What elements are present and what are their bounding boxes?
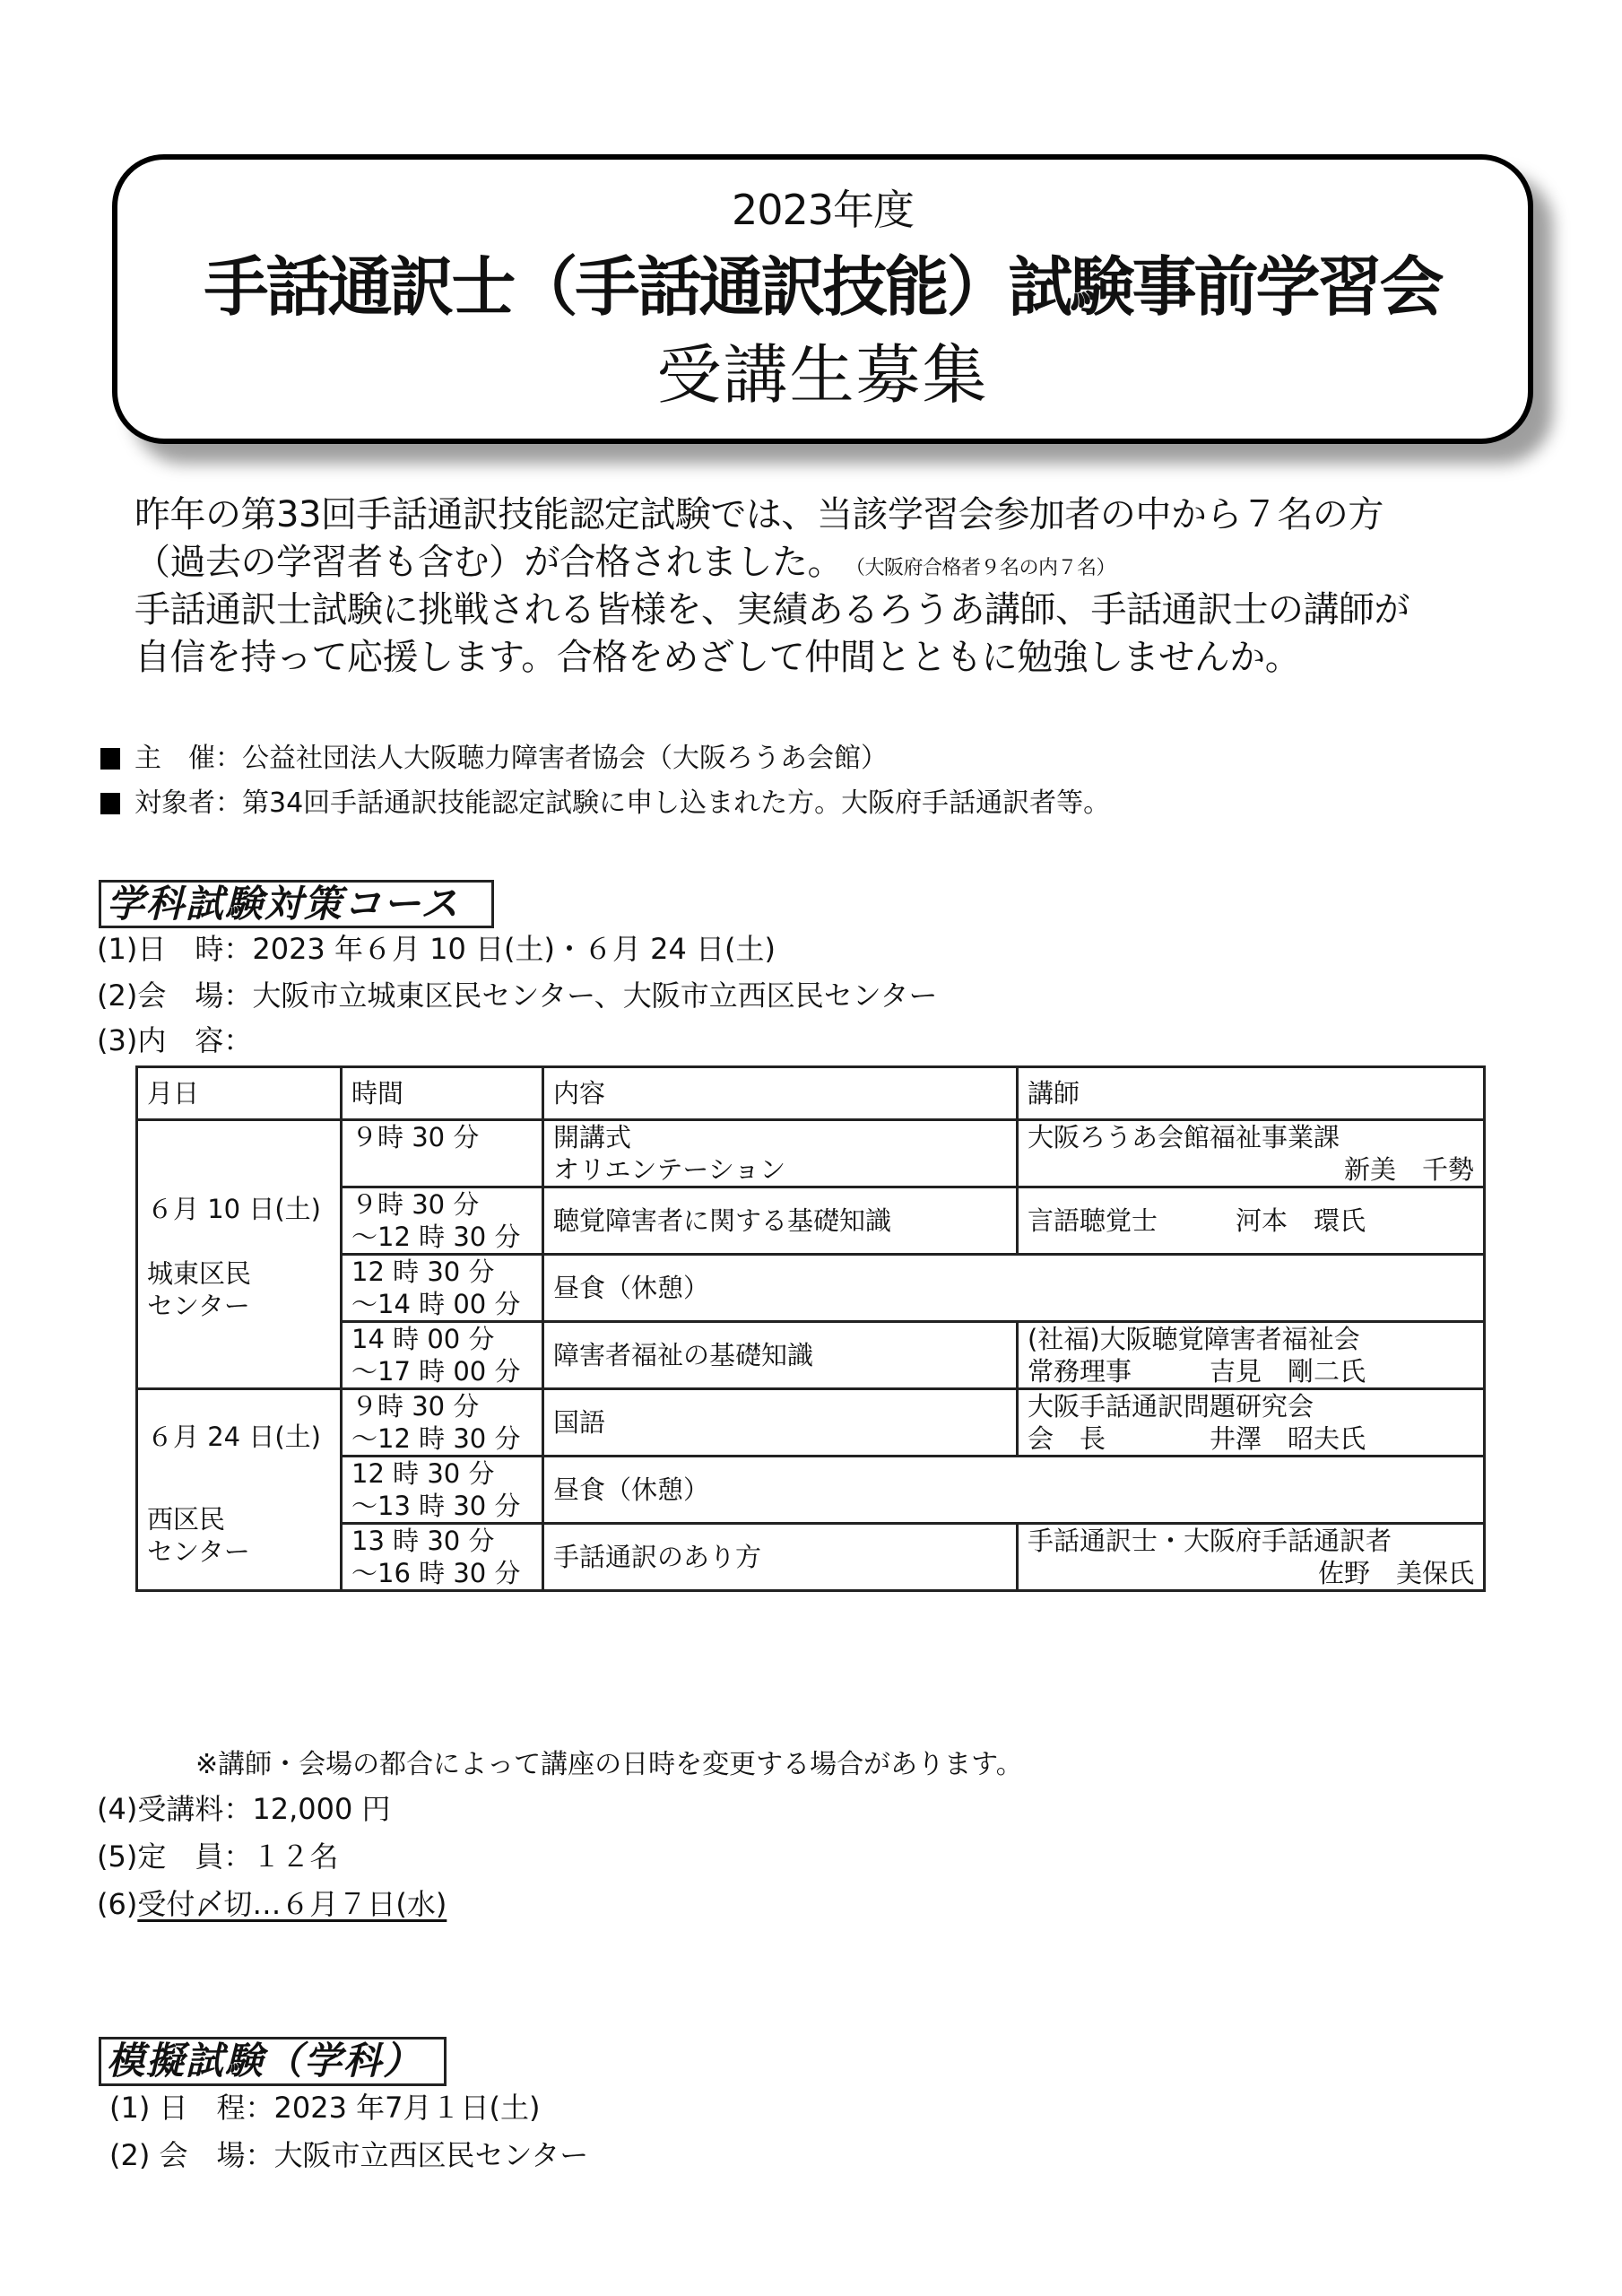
day2-date: ６月 24 日(土) (147, 1422, 321, 1452)
time-cell (342, 1187, 543, 1255)
page-subtitle: 受講生募集 (656, 337, 989, 413)
time-end: ～17 時 00 分 (351, 1356, 521, 1387)
intro-line-4: 自信を持って応援します。合格をめざして仲間とともに勉強しませんか。 (134, 637, 1301, 678)
day2-venue-1: 西区民 (147, 1504, 226, 1535)
mock-date-value: 2023 年7月１日(土) (273, 2091, 541, 2125)
content-line-1: 開講式 (553, 1122, 632, 1152)
time-cell (342, 1524, 543, 1591)
intro-line-3: 手話通訳士試験に挑戦される皆様を、実績あるろうあ講師、手話通訳士の講師が (134, 589, 1409, 631)
lecturer-cell (1018, 1389, 1485, 1457)
fee-value: 12,000 円 (252, 1792, 391, 1826)
time-start: ９時 30 分 (351, 1189, 480, 1220)
lecturer-org: 手話通訳士・大阪府手話通訳者 (1028, 1526, 1392, 1556)
mock-date-label: (1) 日 程： (109, 2091, 274, 2125)
table-row (137, 1389, 1485, 1457)
course-date-row (97, 931, 776, 967)
schedule-table (135, 1065, 1486, 1592)
day2-venue-2: センター (147, 1536, 250, 1567)
header-time: 時間 (342, 1067, 543, 1120)
time-start: 13 時 30 分 (351, 1526, 495, 1556)
intro-paragraph (134, 491, 1533, 682)
title-year: 2023年度 (731, 186, 915, 234)
lecturer-cell: 言語聴覚士 河本 環氏 (1018, 1187, 1485, 1255)
target-label: 対象者： (134, 787, 242, 819)
course-date-label: (1)日 時： (97, 932, 253, 966)
title-box (112, 154, 1533, 444)
mock-venue-row (109, 2137, 588, 2173)
lecturer-name: 新美 千勢 (1343, 1154, 1474, 1185)
lecturer-org: (社福)大阪聴覚障害者福祉会 (1028, 1324, 1360, 1354)
square-bullet-icon (100, 748, 120, 770)
time-cell (342, 1255, 543, 1322)
time-cell (342, 1457, 543, 1524)
lecturer-org: 大阪ろうあ会館福祉事業課 (1028, 1122, 1340, 1152)
time-start: 14 時 00 分 (351, 1324, 495, 1354)
table-row (137, 1120, 1485, 1187)
table-header-row (137, 1067, 1485, 1120)
lecturer-name: 佐野 美保氏 (1317, 1558, 1474, 1588)
content-cell: 手話通訳のあり方 (543, 1524, 1018, 1591)
day1-date: ６月 10 日(土) (147, 1194, 321, 1224)
time-start: 12 時 30 分 (351, 1458, 495, 1489)
course-venue-label: (2)会 場： (97, 978, 253, 1013)
mock-venue-value: 大阪市立西区民センター (273, 2138, 589, 2172)
time-start: 12 時 30 分 (351, 1257, 495, 1287)
intro-line-2-note: （大阪府合格者９名の内７名） (855, 557, 1116, 579)
organizer-label: 主 催： (134, 743, 242, 774)
mock-date-row (109, 2090, 540, 2126)
time-cell (342, 1389, 543, 1457)
capacity-value: １２名 (252, 1839, 339, 1874)
header-date: 月日 (137, 1067, 342, 1120)
mock-section-title: 模擬試験（学科） (99, 2037, 447, 2086)
day2-cell (137, 1389, 342, 1591)
capacity-label: (5)定 員： (97, 1839, 253, 1874)
page-title: 手話通訳士（手話通訳技能）試験事前学習会 (204, 249, 1442, 325)
target-row (100, 786, 1110, 822)
course-content-row (97, 1022, 252, 1058)
content-cell: 国語 (543, 1389, 1018, 1457)
fee-label: (4)受講料： (97, 1792, 253, 1826)
header-content: 内容 (543, 1067, 1018, 1120)
deadline-row (97, 1886, 447, 1922)
time-cell (342, 1120, 543, 1187)
time-end: ～16 時 30 分 (351, 1558, 521, 1588)
target-value: 第34回手話通訳技能認定試験に申し込まれた方。大阪府手話通訳者等。 (242, 787, 1111, 819)
deadline-label: (6) (97, 1887, 138, 1921)
content-cell: 昼食（休憩） (543, 1457, 1485, 1524)
intro-line-1: 昨年の第33回手話通訳技能認定試験では、当該学習会参加者の中から７名の方 (134, 494, 1383, 535)
course-venue-value: 大阪市立城東区民センター、大阪市立西区民センター (252, 978, 938, 1013)
square-bullet-icon (100, 793, 120, 814)
deadline-value: 受付〆切…６月７日(水) (137, 1887, 447, 1921)
content-cell: 聴覚障害者に関する基礎知識 (543, 1187, 1018, 1255)
content-line-2: オリエンテーション (553, 1154, 786, 1185)
header-lecturer: 講師 (1018, 1067, 1485, 1120)
time-end: ～14 時 00 分 (351, 1289, 521, 1319)
intro-line-2-text: （過去の学習者も含む）が合格されました。 (134, 542, 843, 583)
time-start: ９時 30 分 (351, 1122, 480, 1152)
day1-cell (137, 1120, 342, 1389)
course-content-label: (3)内 容： (97, 1023, 253, 1057)
capacity-row (97, 1839, 338, 1874)
content-cell: 障害者福祉の基礎知識 (543, 1322, 1018, 1389)
course-section-title: 学科試験対策コース (99, 880, 494, 928)
lecturer-cell (1018, 1322, 1485, 1389)
day1-venue-2: センター (147, 1291, 250, 1321)
course-venue-row (97, 978, 938, 1013)
time-cell (342, 1322, 543, 1389)
schedule-note: ※講師・会場の都合によって講座の日時を変更する場合があります。 (195, 1749, 1023, 1780)
course-date-value: 2023 年６月 10 日(土)・６月 24 日(土) (252, 932, 776, 966)
lecturer-org: 大阪手話通訳問題研究会 (1028, 1391, 1314, 1422)
content-cell (543, 1120, 1018, 1187)
lecturer-name: 会 長 井澤 昭夫氏 (1028, 1423, 1366, 1454)
day1-venue-1: 城東区民 (147, 1258, 252, 1289)
mock-venue-label: (2) 会 場： (109, 2138, 274, 2172)
intro-line-2 (134, 539, 1533, 587)
time-end: ～13 時 30 分 (351, 1491, 521, 1521)
content-cell: 昼食（休憩） (543, 1255, 1485, 1322)
lecturer-name: 常務理事 吉見 剛二氏 (1028, 1356, 1366, 1387)
organizer-value: 公益社団法人大阪聴力障害者協会（大阪ろうあ会館） (242, 743, 888, 774)
lecturer-cell (1018, 1524, 1485, 1591)
time-end: ～12 時 30 分 (351, 1222, 521, 1252)
fee-row (97, 1791, 391, 1827)
time-end: ～12 時 30 分 (351, 1423, 521, 1454)
lecturer-cell (1018, 1120, 1485, 1187)
organizer-row (100, 741, 888, 777)
time-start: ９時 30 分 (351, 1391, 480, 1422)
